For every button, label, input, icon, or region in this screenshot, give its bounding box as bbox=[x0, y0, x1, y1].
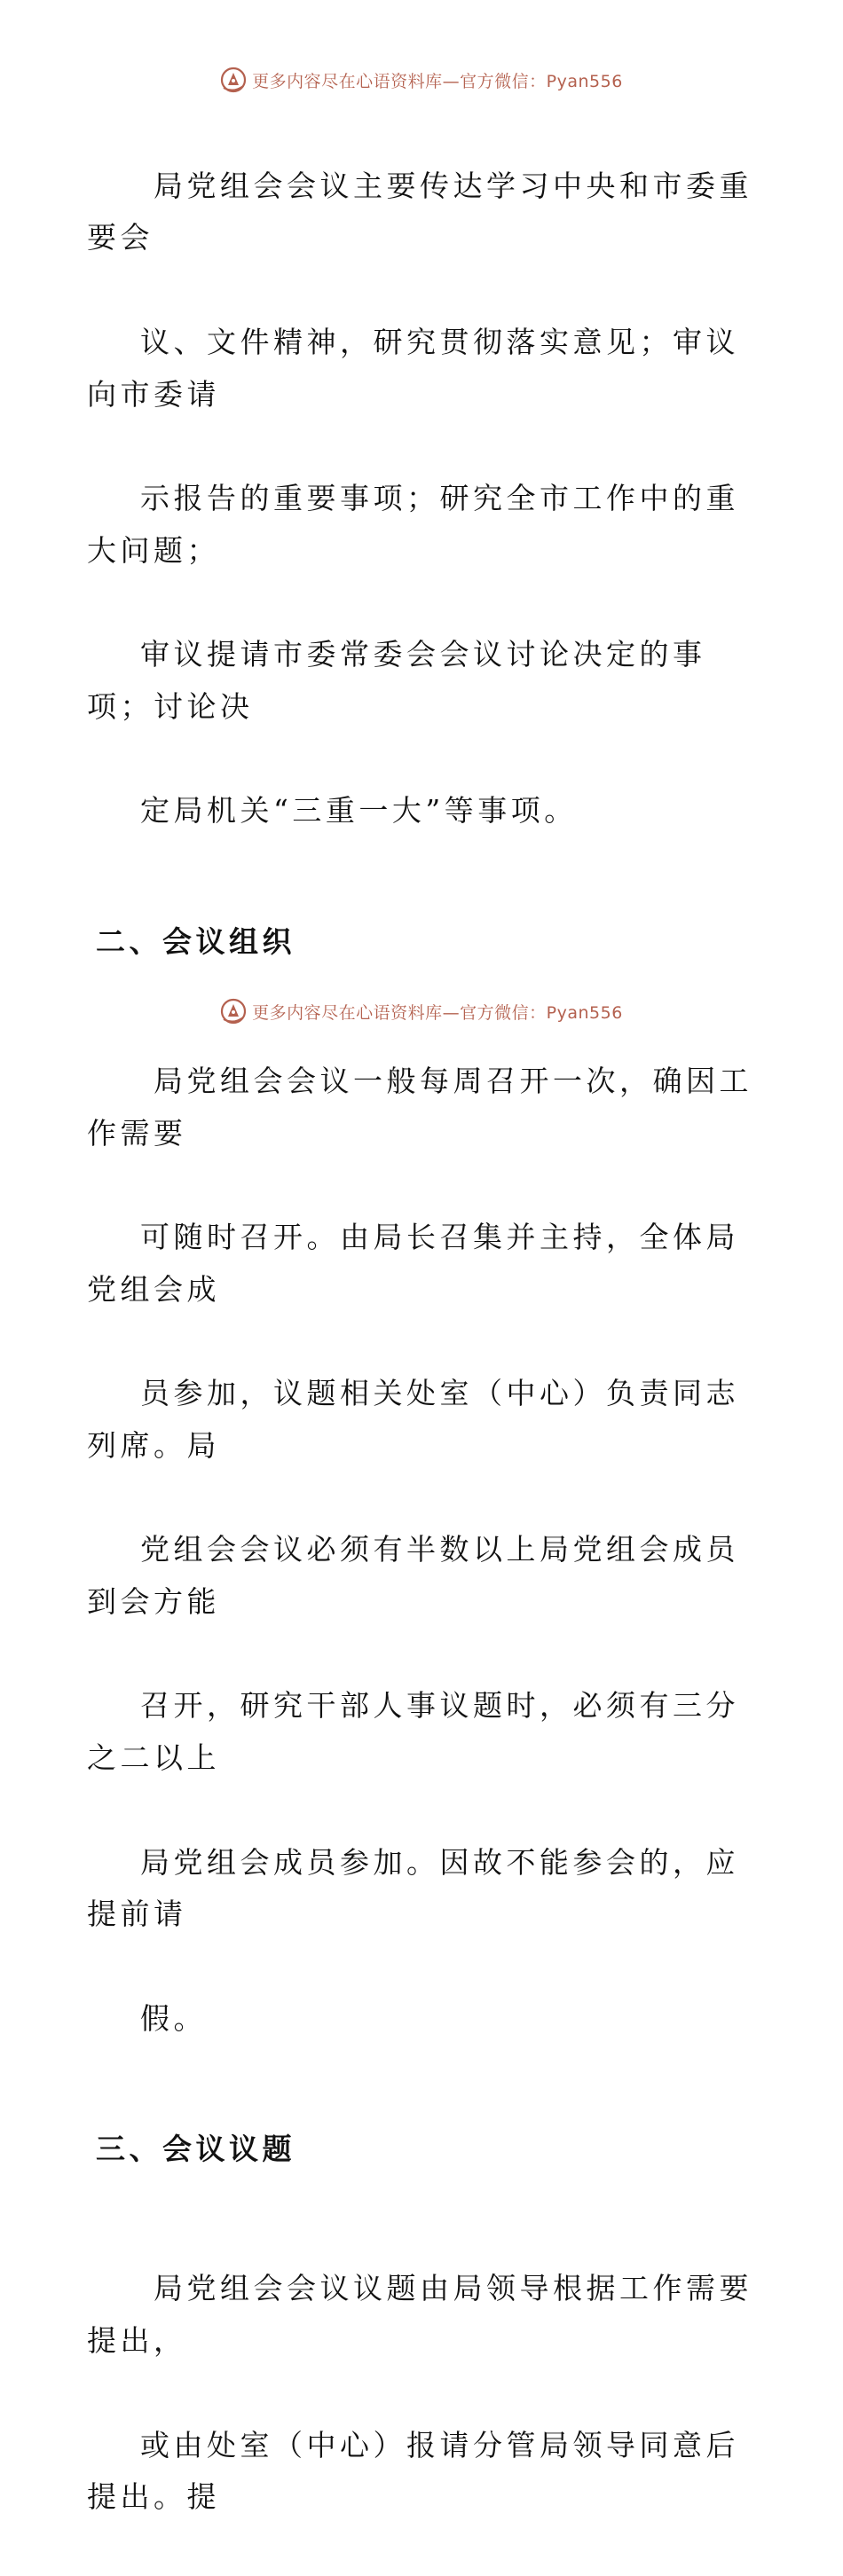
text-line: 或由处室（中心）报请分管局领导同意后提出。提 bbox=[87, 2427, 739, 2515]
text-line: 审议提请市委常委会会议讨论决定的事项；讨论决 bbox=[87, 637, 706, 724]
pen-nib-logo-icon bbox=[220, 998, 247, 1025]
text-line: 假。 bbox=[139, 2000, 207, 2036]
header-watermark bbox=[0, 64, 843, 96]
section-heading-organization: 二、会议组织 bbox=[96, 923, 295, 959]
paragraph-duties bbox=[87, 108, 761, 890]
text-line: 局党组会会议一般每周召开一次，确因工作需要 bbox=[87, 1063, 752, 1151]
text-line: 召开，研究干部人事议题时，必须有三分之二以上 bbox=[87, 1688, 739, 1776]
text-line: 议、文件精神，研究贯彻落实意见；审议向市委请 bbox=[87, 324, 739, 412]
text-line: 定局机关“三重一大”等事项。 bbox=[139, 793, 578, 829]
pen-nib-logo-icon bbox=[220, 67, 247, 93]
paragraph-organization bbox=[87, 1003, 761, 2097]
paragraph-topics bbox=[87, 2211, 761, 2576]
text-line: 党组会会议必须有半数以上局党组会成员到会方能 bbox=[87, 1532, 739, 1619]
section-heading-topics: 三、会议议题 bbox=[96, 2132, 295, 2167]
watermark-text: 更多内容尽在心语资料库—官方微信：Pyan556 bbox=[252, 71, 623, 91]
text-line: 员参加，议题相关处室（中心）负责同志列席。局 bbox=[87, 1376, 739, 1463]
text-line: 局党组会会议议题由局领导根据工作需要提出， bbox=[87, 2271, 752, 2359]
text-line: 可随时召开。由局长召集并主持，全体局党组会成 bbox=[87, 1220, 739, 1307]
text-line: 局党组会成员参加。因故不能参会的，应提前请 bbox=[87, 1844, 739, 1932]
text-line: 示报告的重要事项；研究全市工作中的重大问题； bbox=[87, 480, 739, 568]
text-line: 局党组会会议主要传达学习中央和市委重要会 bbox=[87, 168, 752, 255]
watermark-text: 更多内容尽在心语资料库—官方微信：Pyan556 bbox=[252, 1002, 623, 1023]
document-body bbox=[87, 108, 761, 2576]
footer-watermark bbox=[0, 995, 843, 1027]
